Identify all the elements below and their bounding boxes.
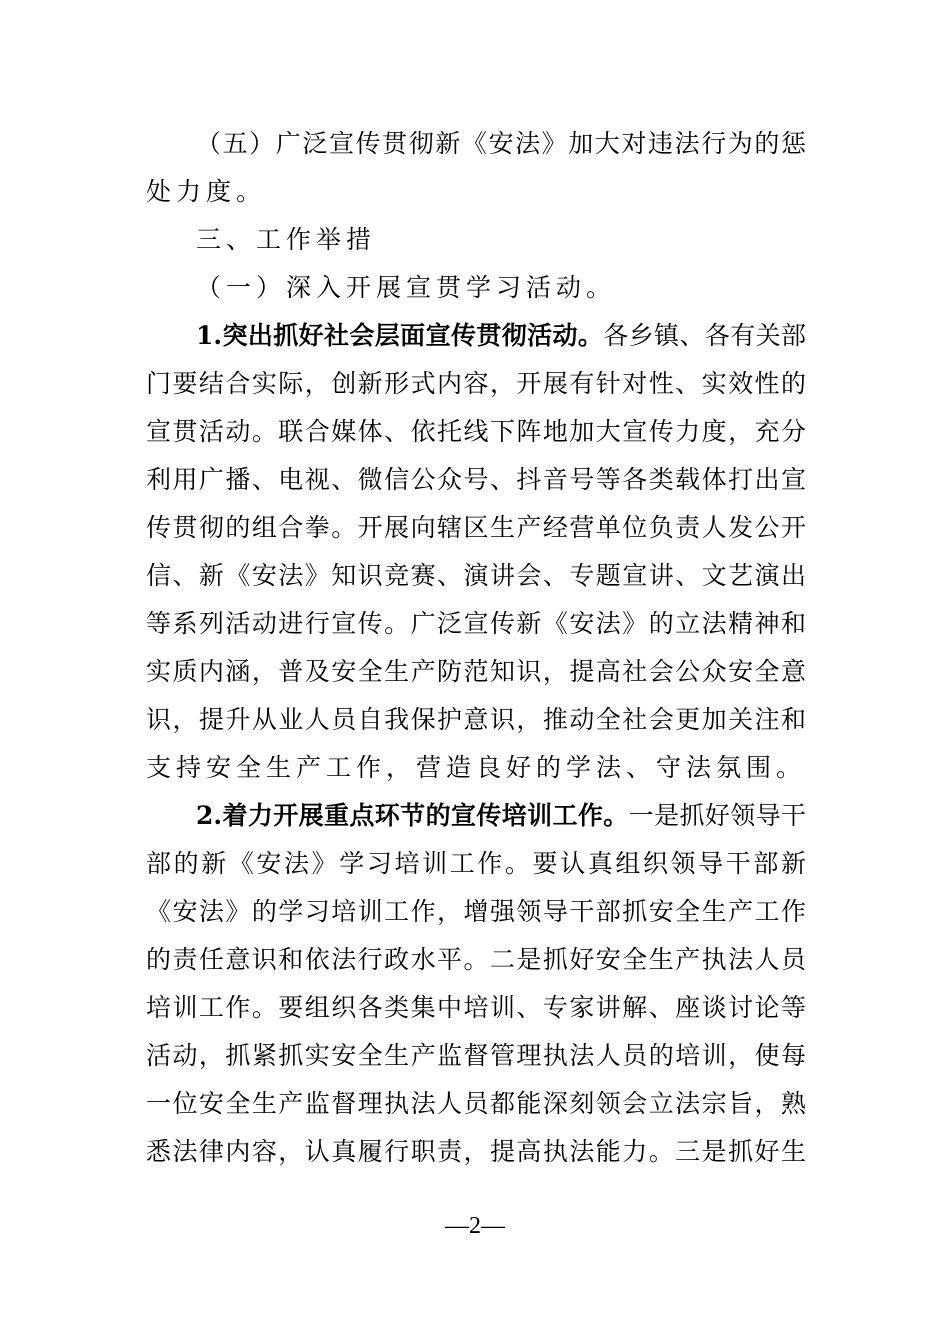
paragraph-2-line: 一位安全生产监督理执法人员都能深刻领会立法宗旨，熟	[146, 1089, 806, 1118]
paragraph-1-line: 支持安全生产工作，营造良好的学法、守法氛围。	[146, 753, 807, 782]
paragraph-2-line: 的责任意识和依法行政水平。二是抓好安全生产执法人员	[146, 945, 806, 974]
paragraph-1-bold-title: 1.突出抓好社会层面宣传贯彻活动。	[196, 321, 604, 350]
section-five-title-line-2: 处力度。	[146, 177, 267, 206]
paragraph-2-line: 活动，抓紧抓实安全生产监督管理执法人员的培训，使每	[146, 1041, 806, 1070]
page-number: —2—	[445, 1213, 505, 1239]
subheading-one: （一）深入开展宣贯学习活动。	[196, 273, 617, 302]
paragraph-1-line: 宣贯活动。联合媒体、依托线下阵地加大宣传力度，充分	[146, 417, 806, 446]
paragraph-1-line: 识，提升从业人员自我保护意识，推动全社会更加关注和	[146, 705, 806, 734]
paragraph-2-line: 部的新《安法》学习培训工作。要认真组织领导干部新	[146, 849, 806, 878]
paragraph-2-line: 悉法律内容，认真履行职责，提高执法能力。三是抓好生	[146, 1137, 806, 1166]
section-five-title-line-1: （五）广泛宣传贯彻新《安法》加大对违法行为的惩	[196, 129, 806, 158]
paragraph-2-line: 培训工作。要组织各类集中培训、专家讲解、座谈讨论等	[146, 993, 806, 1022]
paragraph-2-bold-title: 2.着力开展重点环节的宣传培训工作。	[196, 801, 629, 830]
paragraph-1-line-1	[196, 312, 806, 360]
paragraph-2-line: 《安法》的学习培训工作，增强领导干部抓安全生产工作	[146, 897, 806, 926]
paragraph-1-line: 等系列活动进行宣传。广泛宣传新《安法》的立法精神和	[146, 609, 806, 638]
heading-three: 三、工作举措	[196, 225, 377, 254]
paragraph-1-line: 门要结合实际，创新形式内容，开展有针对性、实效性的	[146, 369, 806, 398]
paragraph-1-line: 实质内涵，普及安全生产防范知识，提高社会公众安全意	[146, 657, 806, 686]
paragraph-1-line: 利用广播、电视、微信公众号、抖音号等各类载体打出宣	[146, 465, 806, 494]
paragraph-2-line-1-rest: 一是抓好领导干	[628, 801, 806, 830]
paragraph-1-line: 传贯彻的组合拳。开展向辖区生产经营单位负责人发公开	[146, 513, 806, 542]
paragraph-2-line-1	[196, 792, 806, 840]
paragraph-1-line: 信、新《安法》知识竞赛、演讲会、专题宣讲、文艺演出	[146, 561, 806, 590]
paragraph-1-line-1-rest: 各乡镇、各有关部	[603, 321, 806, 350]
